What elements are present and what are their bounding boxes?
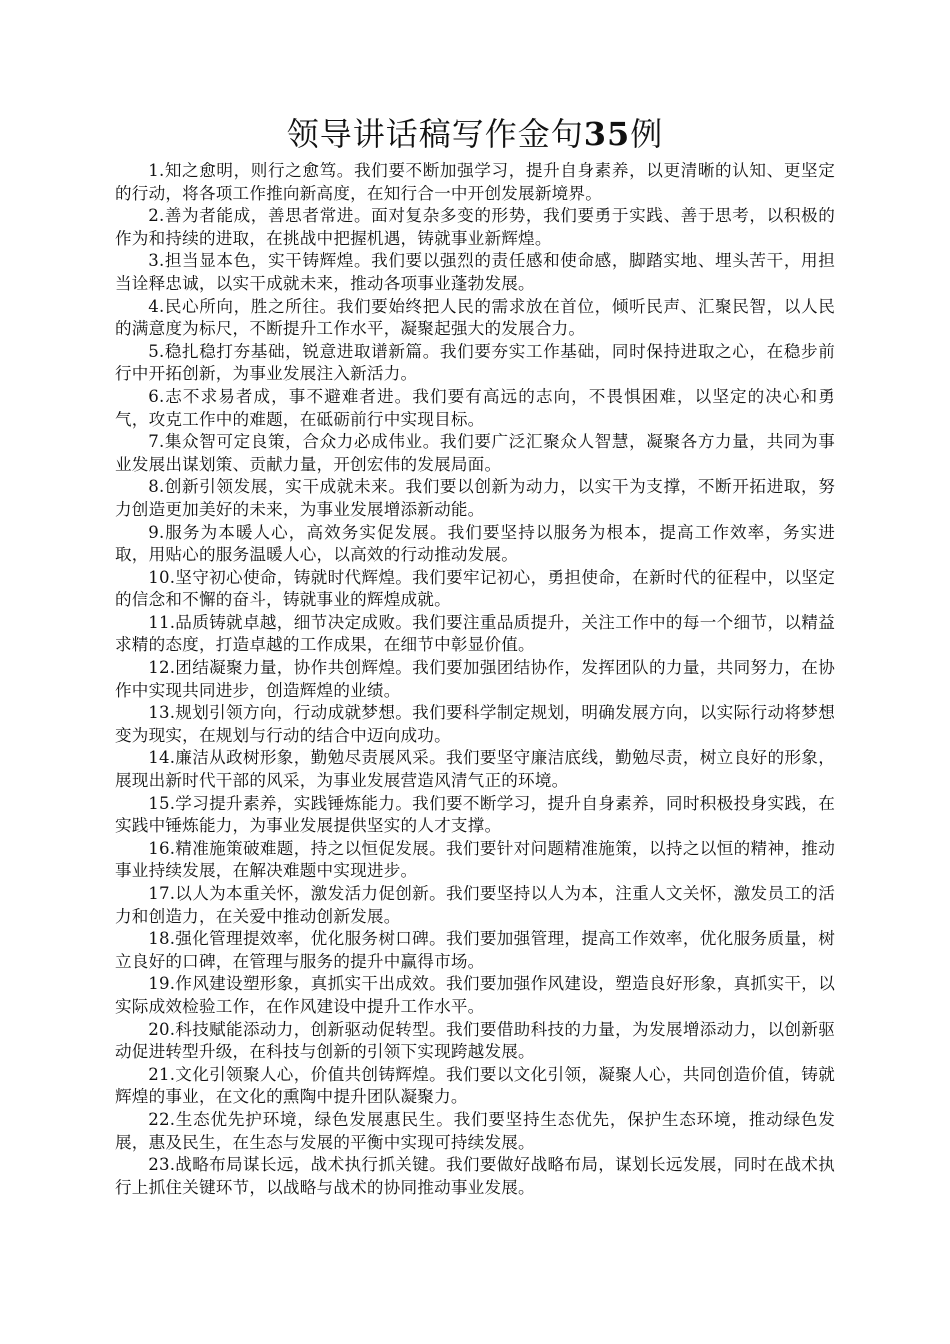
paragraph-3: 3.担当显本色，实干铸辉煌。我们要以强烈的责任感和使命感，脚踏实地、埋头苦干，用担当诠释忠诚，以实干成就未来，推动各项事业蓬勃发展。 — [115, 251, 835, 293]
paragraph-18: 18.强化管理提效率，优化服务树口碑。我们要加强管理，提高工作效率，优化服务质量，树立良好的口碑，在管理与服务的提升中赢得市场。 — [115, 929, 835, 971]
document-body — [115, 160, 835, 1199]
paragraph-12: 12.团结凝聚力量，协作共创辉煌。我们要加强团结协作，发挥团队的力量，共同努力，在协作中实现共同进步，创造辉煌的业绩。 — [115, 658, 835, 700]
paragraph-19: 19.作风建设塑形象，真抓实干出成效。我们要加强作风建设，塑造良好形象，真抓实干，以实际成效检验工作，在作风建设中提升工作水平。 — [115, 974, 835, 1016]
title-number: 35 — [583, 115, 631, 153]
paragraph-16: 16.精准施策破难题，持之以恒促发展。我们要针对问题精准施策，以持之以恒的精神，推动事业持续发展，在解决难题中实现进步。 — [115, 838, 835, 881]
paragraph-7: 7.集众智可定良策，合众力必成伟业。我们要广泛汇聚众人智慧，凝聚各方力量，共同为事业发展出谋划策、贡献力量，开创宏伟的发展局面。 — [115, 432, 835, 474]
paragraph-2: 2.善为者能成，善思者常进。面对复杂多变的形势，我们要勇于实践、善于思考，以积极的作为和持续的进取，在挑战中把握机遇，铸就事业新辉煌。 — [115, 206, 835, 248]
paragraph-1: 1.知之愈明，则行之愈笃。我们要不断加强学习，提升自身素养，以更清晰的认知、更坚定的行动，将各项工作推向新高度，在知行合一中开创发展新境界。 — [115, 161, 835, 203]
title-suffix: 例 — [630, 115, 664, 153]
paragraph-8: 8.创新引领发展，实干成就未来。我们要以创新为动力，以实干为支撑，不断开拓进取，努力创造更加美好的未来，为事业发展增添新动能。 — [115, 477, 835, 519]
document-title — [0, 112, 950, 156]
paragraph-13: 13.规划引领方向，行动成就梦想。我们要科学制定规划，明确发展方向，以实际行动将梦想变为现实，在规划与行动的结合中迈向成功。 — [115, 703, 835, 745]
paragraph-4: 4.民心所向，胜之所往。我们要始终把人民的需求放在首位，倾听民声、汇聚民智，以人民的满意度为标尺，不断提升工作水平，凝聚起强大的发展合力。 — [115, 296, 835, 339]
paragraph-6: 6.志不求易者成，事不避难者进。我们要有高远的志向，不畏惧困难，以坚定的决心和勇气，攻克工作中的难题，在砥砺前行中实现目标。 — [115, 386, 835, 429]
paragraph-23: 23.战略布局谋长远，战术执行抓关键。我们要做好战略布局，谋划长远发展，同时在战术执行上抓住关键环节，以战略与战术的协同推动事业发展。 — [115, 1155, 835, 1197]
paragraph-10: 10.坚守初心使命，铸就时代辉煌。我们要牢记初心，勇担使命，在新时代的征程中，以坚定的信念和不懈的奋斗，铸就事业的辉煌成就。 — [115, 567, 835, 610]
paragraph-11: 11.品质铸就卓越，细节决定成败。我们要注重品质提升，关注工作中的每一个细节，以精益求精的态度，打造卓越的工作成果，在细节中彰显价值。 — [115, 612, 835, 655]
paragraph-14: 14.廉洁从政树形象，勤勉尽责展风采。我们要坚守廉洁底线，勤勉尽责，树立良好的形象，展现出新时代干部的风采，为事业发展营造风清气正的环境。 — [115, 748, 835, 791]
paragraph-22: 22.生态优先护环境，绿色发展惠民生。我们要坚持生态优先，保护生态环境，推动绿色发展，惠及民生，在生态与发展的平衡中实现可持续发展。 — [115, 1109, 835, 1152]
paragraph-9: 9.服务为本暖人心，高效务实促发展。我们要坚持以服务为根本，提高工作效率，务实进取，用贴心的服务温暖人心，以高效的行动推动发展。 — [115, 522, 835, 565]
paragraph-5: 5.稳扎稳打夯基础，锐意进取谱新篇。我们要夯实工作基础，同时保持进取之心，在稳步前行中开拓创新，为事业发展注入新活力。 — [115, 341, 835, 384]
paragraph-21: 21.文化引领聚人心，价值共创铸辉煌。我们要以文化引领，凝聚人心，共同创造价值，铸就辉煌的事业，在文化的熏陶中提升团队凝聚力。 — [115, 1064, 835, 1107]
paragraph-17: 17.以人为本重关怀，激发活力促创新。我们要坚持以人为本，注重人文关怀，激发员工的活力和创造力，在关爱中推动创新发展。 — [115, 884, 835, 926]
paragraph-20: 20.科技赋能添动力，创新驱动促转型。我们要借助科技的力量，为发展增添动力，以创新驱动促进转型升级，在科技与创新的引领下实现跨越发展。 — [115, 1019, 835, 1062]
title-text: 领导讲话稿写作金句 — [286, 115, 584, 153]
paragraph-15: 15.学习提升素养，实践锤炼能力。我们要不断学习，提升自身素养，同时积极投身实践，在实践中锤炼能力，为事业发展提供坚实的人才支撑。 — [115, 793, 835, 836]
